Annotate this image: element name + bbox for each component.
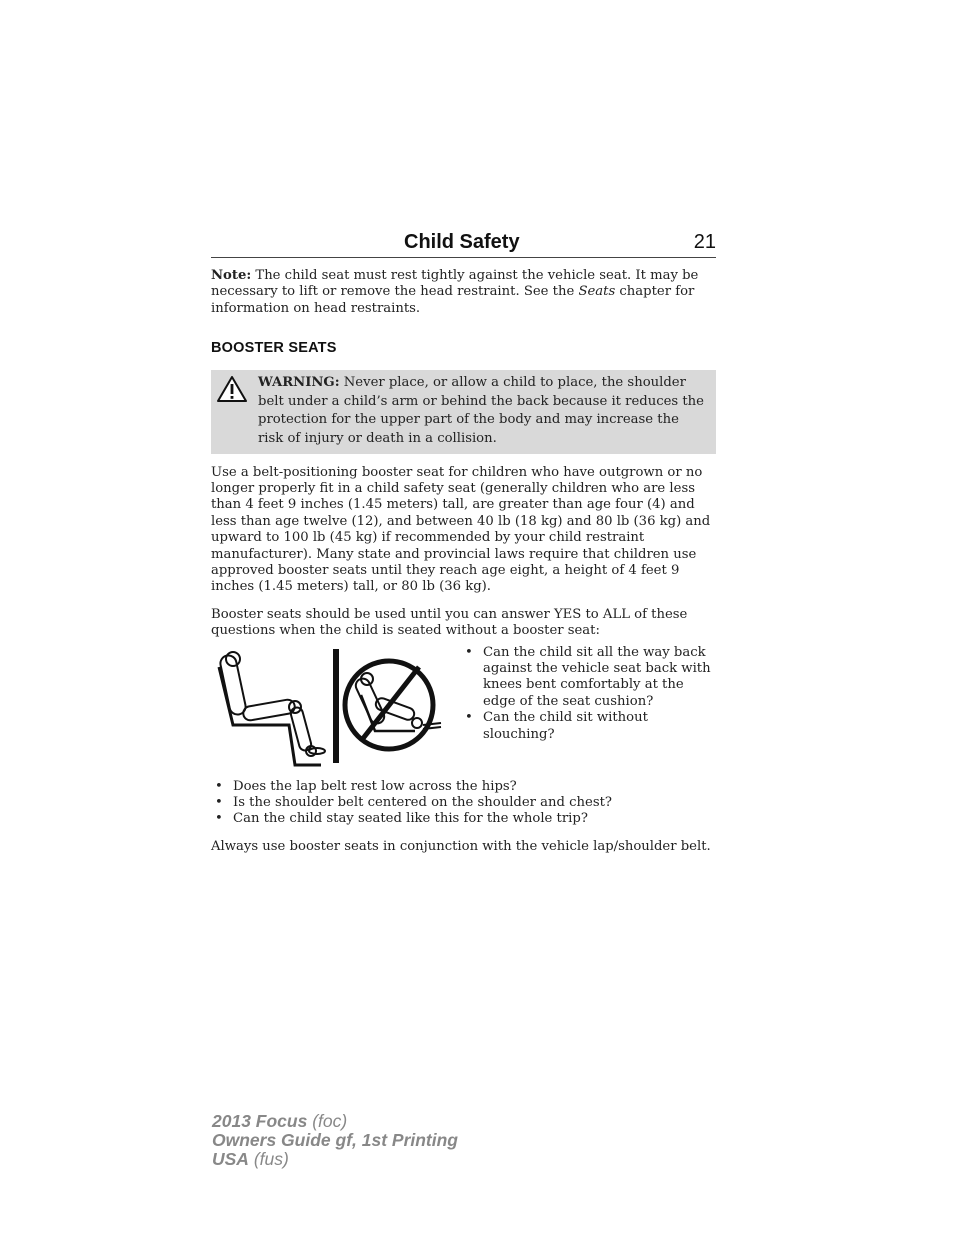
footer-market-code: (fus)	[248, 1149, 289, 1169]
warning-triangle-icon	[216, 375, 248, 403]
closing-paragraph: Always use booster seats in conjunction with the vehicle lap/shoulder belt.	[211, 838, 711, 854]
warning-body: Never place, or allow a child to place, the shoulder belt under a child’s arm or behind the back because it reduces the protection for the upper part of the body and may increase the risk of injury or death in a collision.	[258, 375, 704, 446]
bullet-dot: •	[215, 778, 223, 794]
page-content	[211, 226, 716, 855]
illustration-row	[211, 645, 716, 767]
list-item	[461, 710, 716, 743]
warning-box	[211, 370, 716, 453]
note-seats-reference: Seats	[578, 284, 616, 300]
booster-questions-intro: Booster seats should be used until you can answer YES to ALL of these questions when the child is seated without a booster seat:	[211, 606, 688, 639]
page-number: 21	[693, 231, 716, 253]
page-footer	[212, 1112, 458, 1169]
seat-fit-checklist	[461, 645, 716, 767]
list-item-text: Can the child sit without slouching?	[483, 710, 648, 742]
warning-label: WARNING:	[258, 375, 340, 391]
note-label: Note:	[211, 268, 252, 283]
chapter-title: Child Safety	[404, 231, 520, 253]
footer-line-market	[212, 1150, 458, 1169]
page-header	[211, 226, 716, 258]
warning-text	[216, 374, 708, 448]
note-paragraph	[211, 268, 716, 317]
belt-fit-checklist	[211, 779, 716, 828]
booster-paragraph: Use a belt-positioning booster seat for children who have outgrown or no longer properly fit in a child safety seat (generally children who are less than 4 feet 9 inches (1.45 meters) tall, are greater than age four (4) and less than age twelve (12), and between 40 lb (18 kg) and 80 lb (36 kg) and upward to 100 lb (45 kg) if recommended by your child restraint manufacturer). Many state and provincial laws require that children use approved booster seats until they reach age eight, a height of 4 feet 9 inches (1.45 meters) tall, or 80 lb (36 kg).	[211, 464, 711, 595]
bullet-dot: •	[465, 644, 473, 660]
list-item-text: Can the child sit all the way back against the vehicle seat back with knees bent comfortably at the edge of the seat cushion?	[483, 644, 711, 709]
footer-line-guide	[212, 1131, 458, 1150]
footer-model: 2013 Focus	[212, 1111, 308, 1131]
list-item-text: Is the shoulder belt centered on the shoulder and chest?	[233, 795, 612, 811]
list-item-text: Does the lap belt rest low across the hips?	[233, 778, 517, 794]
bullet-dot: •	[215, 795, 223, 811]
list-item-text: Can the child stay seated like this for the whole trip?	[233, 811, 588, 827]
booster-seat-illustration	[211, 645, 461, 767]
note-text-after: chapter for information on head restraints.	[211, 284, 695, 316]
footer-line-model	[212, 1112, 458, 1131]
footer-guide: Owners Guide gf, 1st Printing	[212, 1130, 458, 1150]
bullet-dot: •	[465, 710, 473, 726]
incorrect-seated-child-figure	[345, 661, 441, 749]
footer-market: USA	[212, 1149, 249, 1169]
list-item	[211, 779, 716, 795]
list-item	[211, 795, 716, 811]
list-item	[461, 645, 716, 711]
bullet-dot: •	[215, 811, 223, 827]
note-text-before: The child seat must rest tightly against the vehicle seat. It may be necessary to lift or remove the head restraint. See the	[211, 268, 699, 300]
footer-model-code: (foc)	[307, 1111, 348, 1131]
section-heading: BOOSTER SEATS	[211, 340, 337, 357]
list-item	[211, 811, 716, 827]
divider-bar	[333, 649, 339, 763]
correct-seated-child-figure	[219, 652, 325, 765]
